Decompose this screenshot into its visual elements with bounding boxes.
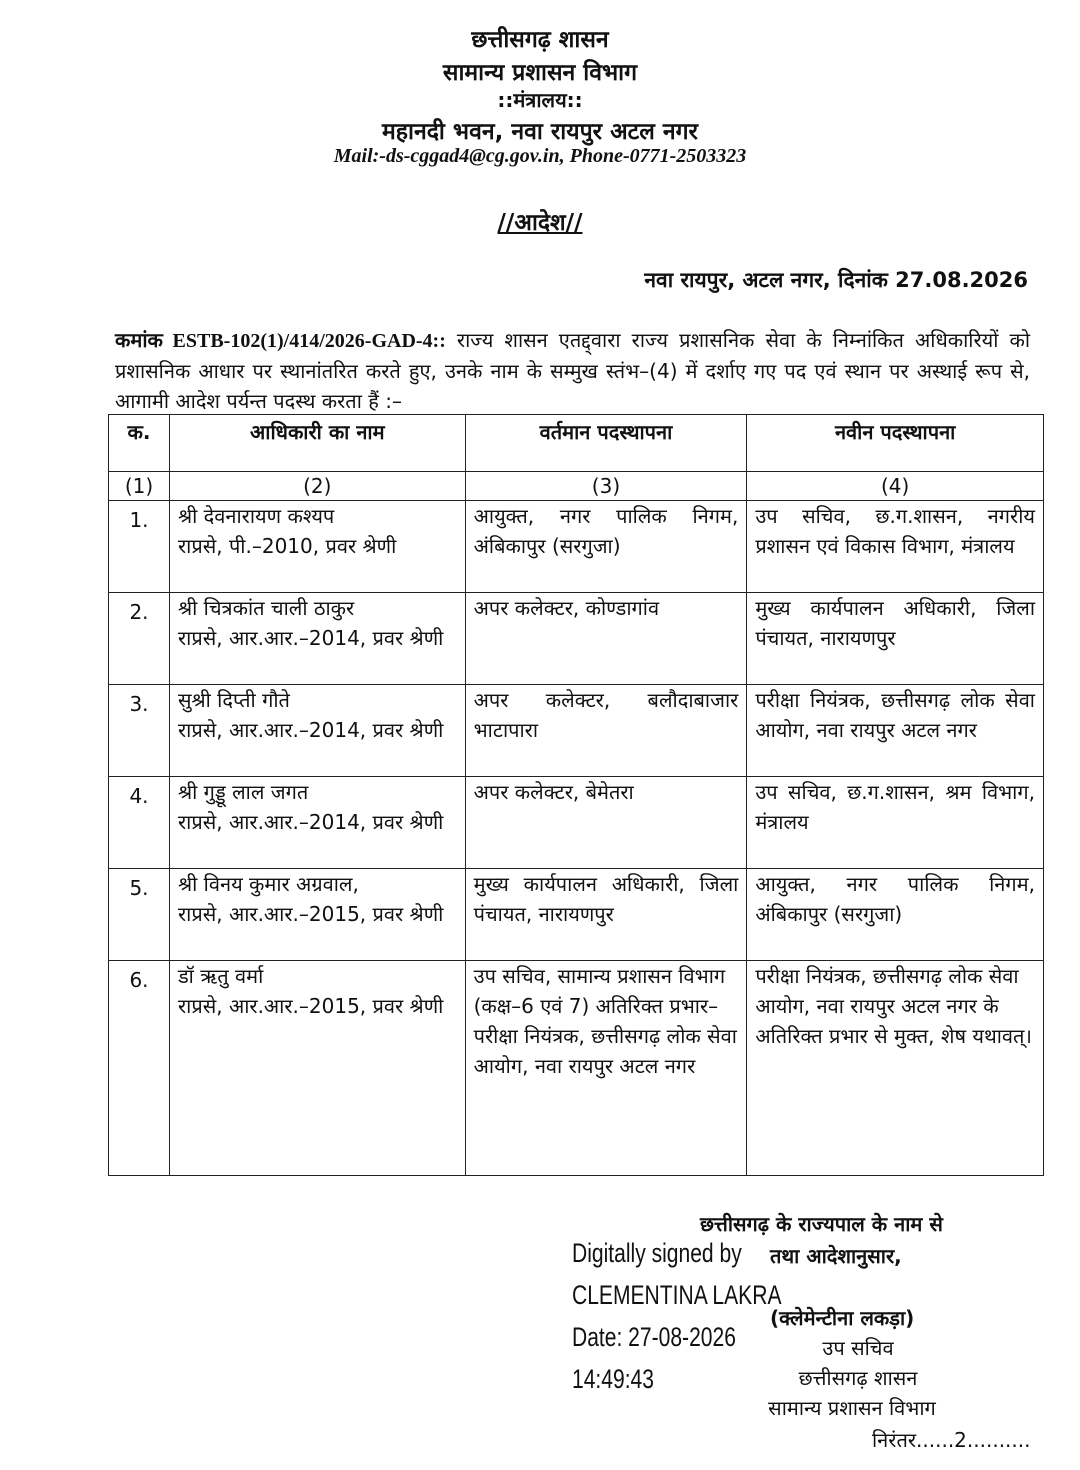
- row-current-posting: मुख्य कार्यपालन अधिकारी, जिला पंचायत, नारायणपुर: [465, 869, 747, 961]
- col-number: (1): [109, 472, 170, 501]
- signer-name: (क्लेमेन्टीना लकड़ा): [770, 1306, 915, 1330]
- col-number: (4): [747, 472, 1044, 501]
- row-officer: [169, 593, 465, 685]
- officer-name: श्री गुड्डू लाल जगत: [177, 780, 309, 804]
- officer-service: राप्रसे, आर.आर.–2014, प्रवर श्रेणी: [177, 626, 444, 650]
- signature-authority-line-1: छत्तीसगढ़ के राज्यपाल के नाम से: [700, 1212, 943, 1236]
- col-header-sn: क.: [109, 415, 170, 472]
- table-header-row: [109, 415, 1044, 472]
- col-header-name: आधिकारी का नाम: [169, 415, 465, 472]
- row-officer: [169, 869, 465, 961]
- officer-service: राप्रसे, आर.आर.–2014, प्रवर श्रेणी: [177, 718, 444, 742]
- row-new-posting: परीक्षा नियंत्रक, छत्तीसगढ़ लोक सेवा आयोग, नवा रायपुर अटल नगर के अतिरिक्त प्रभार से मुक्त, शेष यथावत्।: [747, 961, 1044, 1176]
- table-row: [109, 501, 1044, 593]
- row-sn: 6.: [109, 961, 170, 1176]
- row-new-posting: उप सचिव, छ.ग.शासन, श्रम विभाग, मंत्रालय: [747, 777, 1044, 869]
- table-row: [109, 961, 1044, 1176]
- digital-signature-line: Digitally signed by: [572, 1238, 742, 1268]
- row-sn: 4.: [109, 777, 170, 869]
- row-sn: 1.: [109, 501, 170, 593]
- table-row: [109, 685, 1044, 777]
- table-colnum-row: [109, 472, 1044, 501]
- officer-service: राप्रसे, आर.आर.–2015, प्रवर श्रेणी: [177, 994, 444, 1018]
- officer-name: श्री देवनारायण कश्यप: [177, 504, 335, 528]
- header-address: महानदी भवन, नवा रायपुर अटल नगर: [382, 119, 698, 145]
- officer-service: राप्रसे, पी.–2010, प्रवर श्रेणी: [177, 534, 397, 558]
- order-body-text: राज्य शासन एतद्द्वारा राज्य प्रशासनिक सेवा के निम्नांकित अधिकारियों को प्रशासनिक आधार पर स्थानांतरित करते हुए, उनके नाम के सम्मुख स्तंभ–(4) में दर्शाए गए पद एवं स्थान पर अस्थाई रूप से, आगामी आदेश पर्यन्त पदस्थ करता हैं :–: [115, 328, 1031, 413]
- signature-authority-line-2: तथा आदेशानुसार,: [770, 1244, 902, 1268]
- row-new-posting: मुख्य कार्यपालन अधिकारी, जिला पंचायत, नारायणपुर: [747, 593, 1044, 685]
- col-header-current: वर्तमान पदस्थापना: [465, 415, 747, 472]
- digital-signature-line: Date: 27-08-2026: [572, 1322, 736, 1352]
- row-officer: [169, 501, 465, 593]
- row-sn: 5.: [109, 869, 170, 961]
- row-officer: [169, 961, 465, 1176]
- row-sn: 2.: [109, 593, 170, 685]
- order-dateline: नवा रायपुर, अटल नगर, दिनांक 27.08.2026: [644, 268, 1028, 292]
- row-current-posting: उप सचिव, सामान्य प्रशासन विभाग (कक्ष–6 एवं 7) अतिरिक्त प्रभार–परीक्षा नियंत्रक, छत्तीसगढ़ लोक सेवा आयोग, नवा रायपुर अटल नगर: [465, 961, 747, 1176]
- officer-name: श्री चित्रकांत चाली ठाकुर: [177, 596, 355, 620]
- row-current-posting: अपर कलेक्टर, बेमेतरा: [465, 777, 747, 869]
- row-new-posting: उप सचिव, छ.ग.शासन, नगरीय प्रशासन एवं विकास विभाग, मंत्रालय: [747, 501, 1044, 593]
- row-current-posting: अपर कलेक्टर, बलौदाबाजार भाटापारा: [465, 685, 747, 777]
- continued-marker: निरंतर......2..........: [872, 1428, 1031, 1452]
- order-title: //आदेश//: [497, 210, 583, 236]
- row-current-posting: आयुक्त, नगर पालिक निगम, अंबिकापुर (सरगुजा): [465, 501, 747, 593]
- order-body: [115, 325, 1030, 416]
- col-header-new: नवीन पदस्थापना: [747, 415, 1044, 472]
- signer-government: छत्तीसगढ़ शासन: [798, 1366, 918, 1390]
- row-new-posting: आयुक्त, नगर पालिक निगम, अंबिकापुर (सरगुजा): [747, 869, 1044, 961]
- row-sn: 3.: [109, 685, 170, 777]
- row-new-posting: परीक्षा नियंत्रक, छत्तीसगढ़ लोक सेवा आयोग, नवा रायपुर अटल नगर: [747, 685, 1044, 777]
- order-reference: कमांक ESTB-102(1)/414/2026-GAD-4::: [115, 330, 446, 352]
- officer-service: राप्रसे, आर.आर.–2015, प्रवर श्रेणी: [177, 902, 444, 926]
- posting-table: [108, 414, 1044, 1176]
- header-mantralaya: ::मंत्रालय::: [497, 88, 583, 112]
- table-row: [109, 777, 1044, 869]
- officer-service: राप्रसे, आर.आर.–2014, प्रवर श्रेणी: [177, 810, 444, 834]
- digital-signature-line: CLEMENTINA LAKRA: [572, 1280, 782, 1310]
- header-line-1: छत्तीसगढ़ शासन: [471, 27, 609, 53]
- digital-signature-line: 14:49:43: [572, 1364, 654, 1394]
- row-current-posting: अपर कलेक्टर, कोण्डागांव: [465, 593, 747, 685]
- signer-department: सामान्य प्रशासन विभाग: [768, 1396, 936, 1420]
- officer-name: सुश्री दिप्ती गौते: [177, 688, 290, 712]
- row-officer: [169, 777, 465, 869]
- officer-name: श्री विनय कुमार अग्रवाल,: [177, 872, 359, 896]
- col-number: (3): [465, 472, 747, 501]
- signer-designation: उप सचिव: [822, 1336, 894, 1360]
- header-department: सामान्य प्रशासन विभाग: [442, 60, 638, 86]
- row-officer: [169, 685, 465, 777]
- col-number: (2): [169, 472, 465, 501]
- table-row: [109, 593, 1044, 685]
- officer-name: डॉ ऋतु वर्मा: [177, 964, 264, 988]
- table-row: [109, 869, 1044, 961]
- header-contact: Mail:-ds-cggad4@cg.gov.in, Phone-0771-2503323: [333, 145, 747, 167]
